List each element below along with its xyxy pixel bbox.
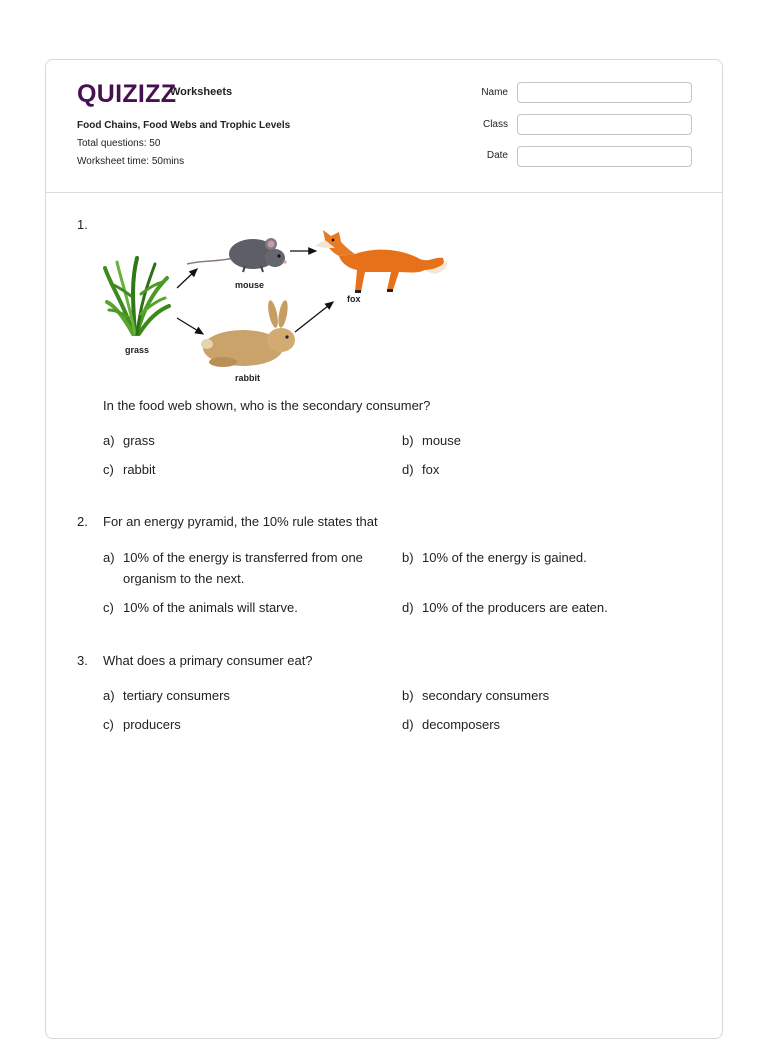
arrow-grass-to-rabbit: [177, 318, 203, 334]
arrow-grass-to-mouse: [177, 269, 197, 288]
fox-label: fox: [347, 294, 361, 304]
option-text: 10% of the animals will starve.: [123, 600, 298, 615]
option-letter: b): [402, 433, 414, 448]
option-text: secondary consumers: [422, 688, 550, 703]
worksheet-time: Worksheet time: 50mins: [77, 156, 185, 167]
option-text: tertiary consumers: [123, 688, 230, 703]
name-field[interactable]: [517, 82, 692, 103]
rabbit-image: [201, 299, 295, 367]
option-letter: a): [103, 433, 115, 448]
question-1-option-c: [103, 459, 368, 480]
question-3-option-d: [402, 714, 682, 735]
question-3-option-a: [103, 685, 368, 706]
mouse-label: mouse: [235, 280, 265, 290]
name-label: Name: [481, 87, 508, 98]
fox-image: [315, 230, 447, 293]
question-3-option-c: [103, 714, 368, 735]
option-text: grass: [123, 433, 155, 448]
option-text: rabbit: [123, 462, 156, 477]
mouse-image: [187, 238, 287, 272]
grass-image: [105, 258, 169, 334]
question-2-number: 2.: [77, 514, 88, 529]
option-letter: d): [402, 600, 414, 615]
class-field[interactable]: [517, 114, 692, 135]
question-3-number: 3.: [77, 653, 88, 668]
question-3-option-b: [402, 685, 682, 706]
option-letter: c): [103, 717, 114, 732]
date-field[interactable]: [517, 146, 692, 167]
worksheet-header: [46, 60, 722, 193]
food-web-diagram: [103, 206, 453, 384]
question-2-option-d: [402, 597, 682, 618]
class-label: Class: [482, 119, 508, 130]
option-letter: b): [402, 688, 414, 703]
option-text: mouse: [422, 433, 462, 448]
question-2-option-c: [103, 597, 368, 618]
date-label: Date: [486, 150, 508, 161]
question-2-option-a: [103, 547, 373, 589]
question-2-text: For an energy pyramid, the 10% rule states that: [103, 514, 378, 529]
question-2-option-b: [402, 547, 682, 568]
question-1-option-d: [402, 459, 682, 480]
option-letter: a): [103, 550, 115, 565]
arrow-rabbit-to-fox: [295, 302, 333, 332]
option-letter: a): [103, 688, 115, 703]
option-text: 10% of the producers are eaten.: [422, 600, 608, 615]
option-letter: c): [103, 600, 114, 615]
rabbit-label: rabbit: [235, 373, 261, 383]
worksheet-title: Food Chains, Food Webs and Trophic Levels: [77, 120, 291, 131]
logo-subtitle: Worksheets: [170, 86, 233, 98]
option-text: producers: [123, 717, 181, 732]
option-text: 10% of the energy is transferred from one organism to the next.: [123, 550, 363, 586]
total-questions: Total questions: 50: [77, 138, 161, 149]
question-1-option-a: [103, 430, 368, 451]
question-1-text: In the food web shown, who is the secondary consumer?: [103, 398, 431, 413]
question-1-option-b: [402, 430, 682, 451]
option-text: 10% of the energy is gained.: [422, 550, 587, 565]
worksheet-page: [45, 59, 723, 1039]
option-letter: b): [402, 550, 414, 565]
grass-label: grass: [125, 345, 150, 355]
option-text: decomposers: [422, 717, 501, 732]
quizizz-logo: QUIZIZZ: [77, 80, 177, 108]
option-text: fox: [422, 462, 440, 477]
option-letter: d): [402, 717, 414, 732]
option-letter: c): [103, 462, 114, 477]
option-letter: d): [402, 462, 414, 477]
question-1-number: 1.: [77, 217, 88, 232]
question-3-text: What does a primary consumer eat?: [103, 653, 313, 668]
